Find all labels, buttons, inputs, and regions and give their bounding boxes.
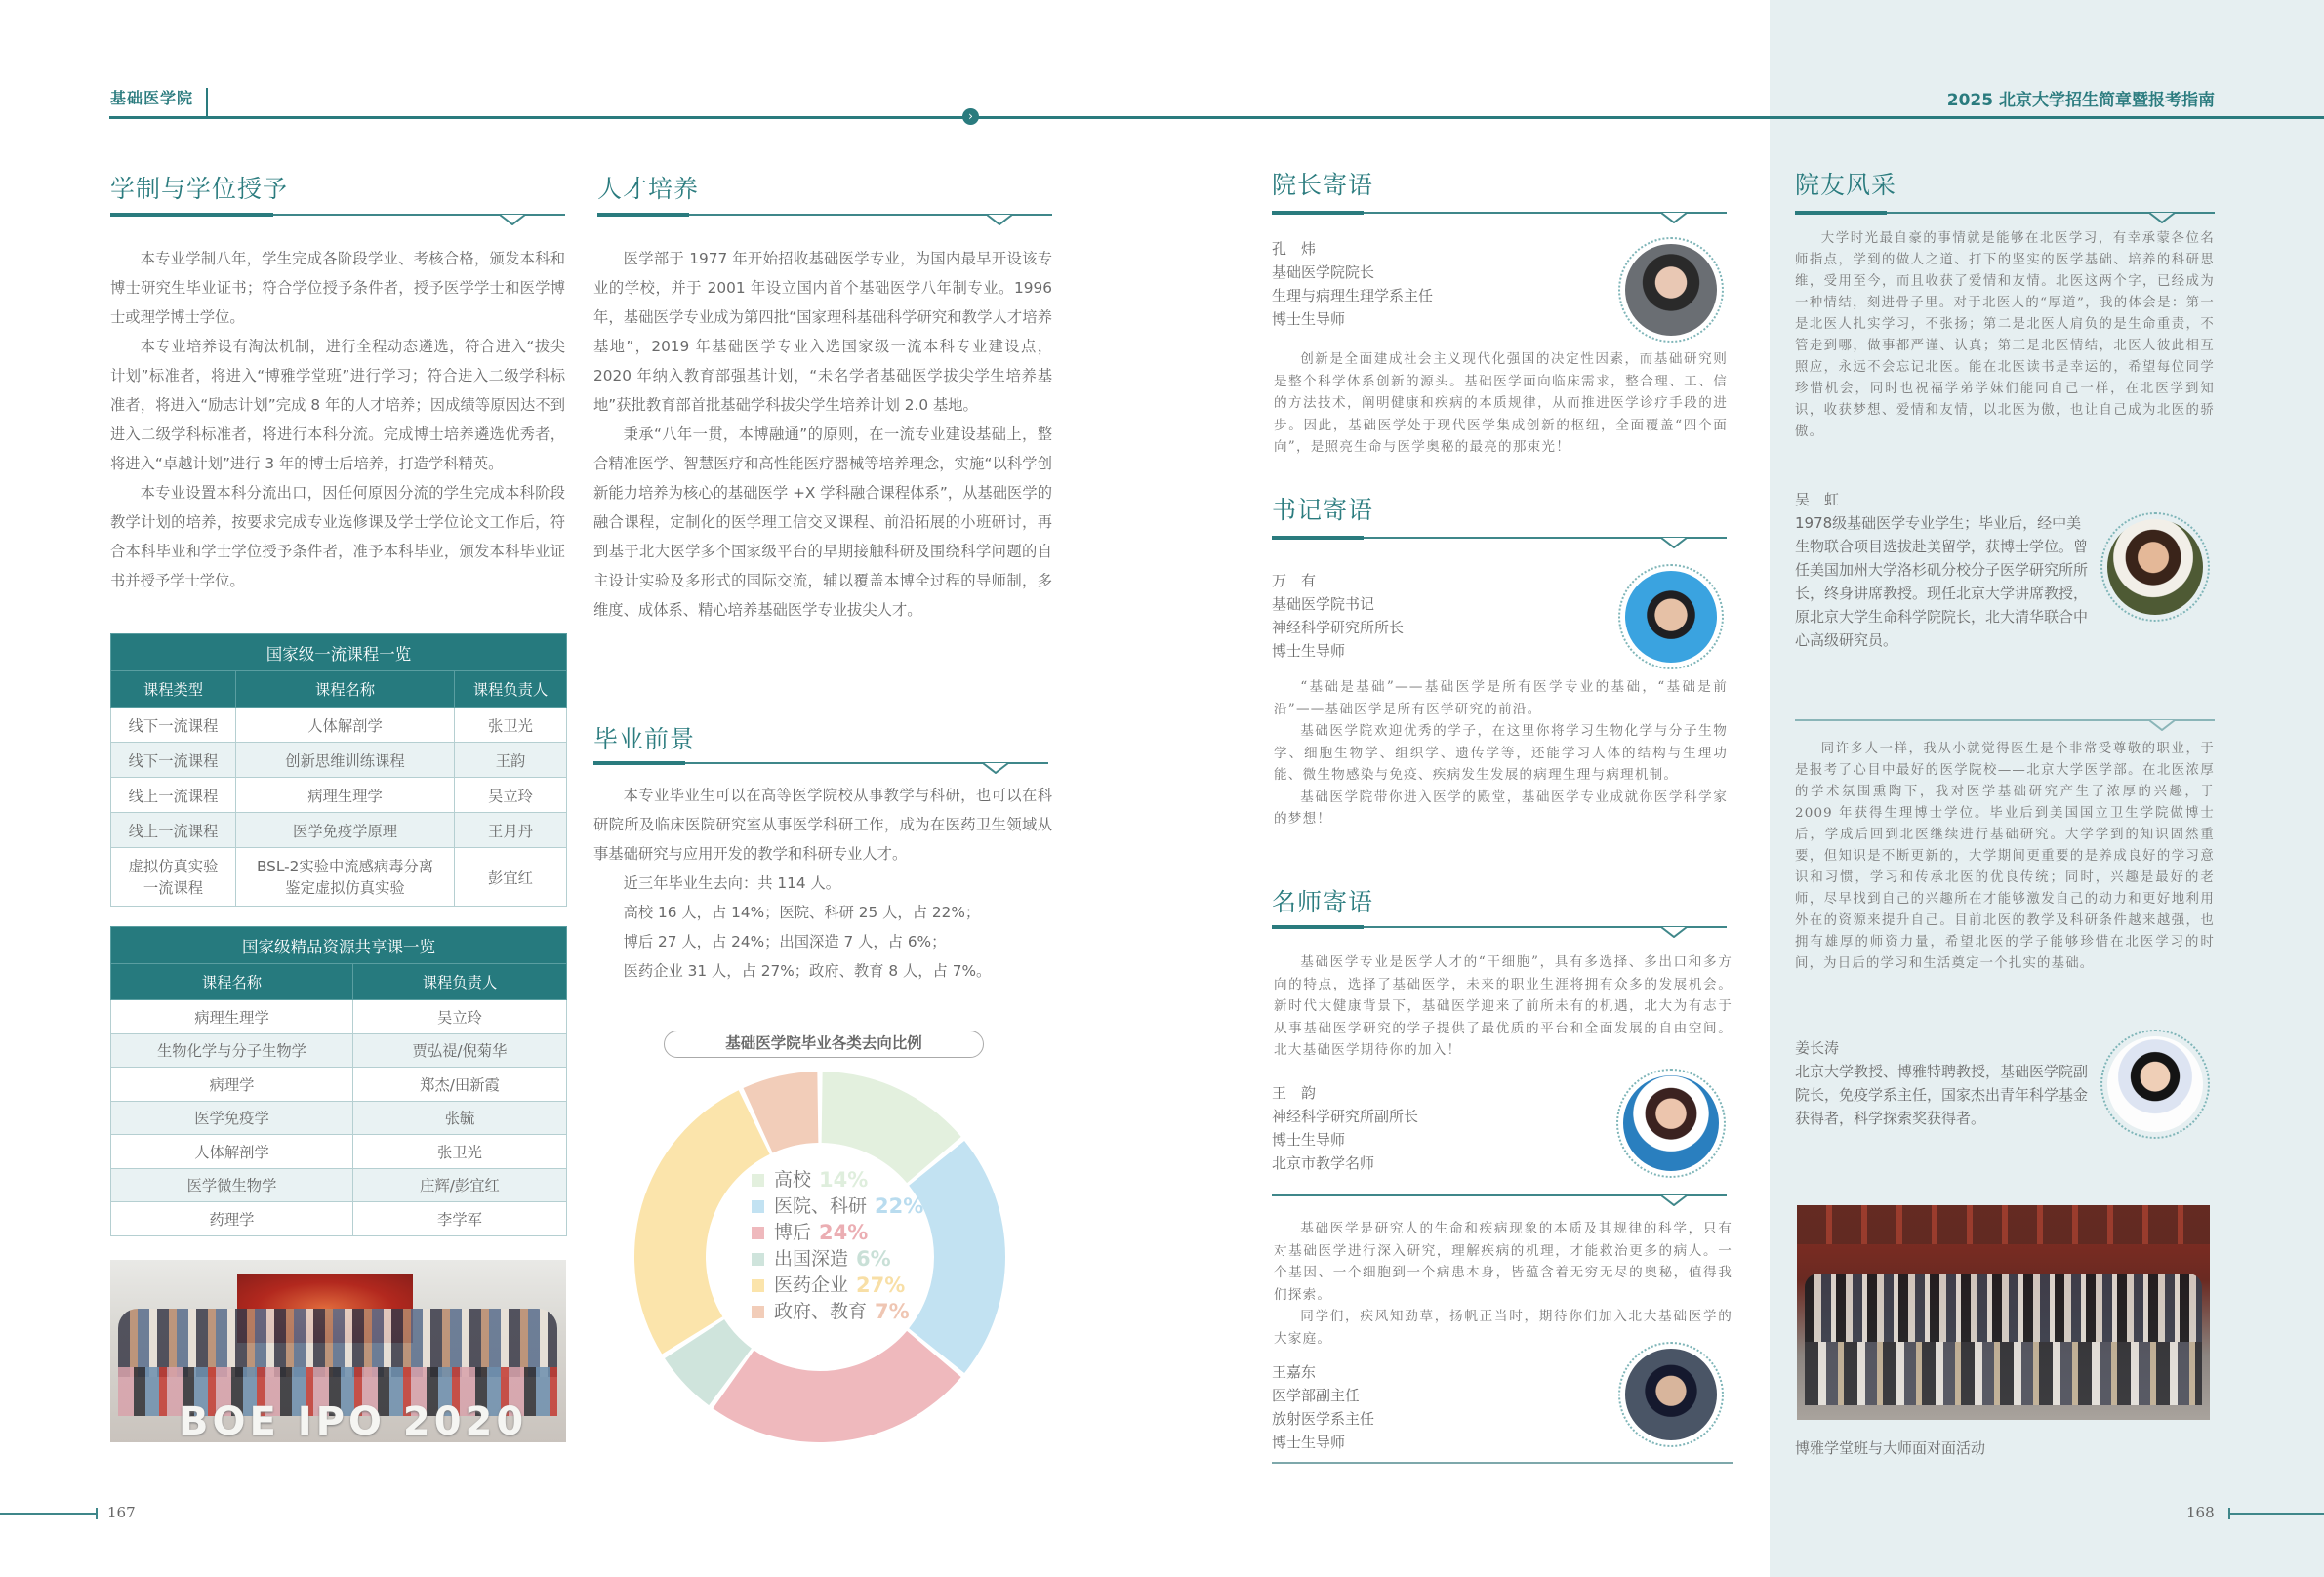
first-class-courses-table bbox=[110, 633, 567, 907]
legend-percent: 6% bbox=[856, 1247, 891, 1271]
teacher-message: 基础医学是研究人的生命和疾病现象的本质及其规律的科学，只有对基础医学进行深入研究，理解疾病的机理，才能救治更多的病人。一个基因、一个细胞到一个病患本身，皆蕴含着无穷无尽的奥秘，值得我们探索。 同学们，疾风知劲草，扬帆正当时，期待你们加入北大基础医学的大家庭。 bbox=[1274, 1221, 1733, 1347]
person-role: 北京市教学名师 bbox=[1272, 1154, 1375, 1172]
prospects-line: 近三年毕业生去向：共 114 人。 bbox=[623, 874, 841, 892]
column-header: 课程负责人 bbox=[353, 964, 567, 1000]
legend-swatch bbox=[752, 1306, 764, 1318]
avatar bbox=[1616, 1069, 1726, 1178]
talent-paragraph: 医学部于 1977 年开始招收基础医学专业，为国内最早开设该专业的学校，并于 2001 年设立国内首个基础医学八年制专业。1996 年，基础医学专业成为第四批“国家理科基础科学研究和教学人才培养基地”，2019 年基础医学专业入选国家级一流本科专业建设点，2020 年纳入教育部强基计划，“未名学者基础医学拔尖学生培养基地”获批教育部首批基础学科拔尖学生培养计划 2.0 基地。 bbox=[593, 250, 1052, 414]
table-row: 线上一流课程 医学免疫学原理 王月丹 bbox=[111, 813, 567, 848]
chart-title: 基础医学院毕业各类去向比例 bbox=[664, 1031, 984, 1058]
section-rule bbox=[1272, 533, 1727, 548]
avatar bbox=[1618, 1342, 1724, 1447]
footer-tick-left bbox=[96, 1508, 98, 1519]
publication-title: 2025 北京大学招生简章暨报考指南 bbox=[1946, 91, 2215, 110]
prospects-line: 医药企业 31 人，占 27%；政府、教育 8 人，占 7%。 bbox=[623, 962, 992, 980]
legend-label: 政府、教育 bbox=[774, 1301, 868, 1322]
avatar bbox=[1618, 237, 1724, 343]
legend-label: 医院、科研 bbox=[774, 1195, 868, 1217]
table-row: 线下一流课程 创新思维训练课程 王韵 bbox=[111, 743, 567, 778]
talent-paragraph: 秉承“八年一贯，本博融通”的原则，在一流专业建设基础上，整合精准医学、智慧医疗和高性能医疗器械等培养理念，实施“以科学创新能力培养为核心的基础医学 +X 学科融合课程体系”，从基础医学的融合课程，定制化的医学理工信交叉课程、前沿拓展的小班研讨，再到基于北大医学多个国家级平台的早期接触科研及围绕科学问题的自主设计实验及多形式的国际交流，辅以覆盖本博全过程的导师制，多维度、成体系、精心培养基础医学专业拔尖人才。 bbox=[593, 425, 1052, 619]
legend-item bbox=[752, 1193, 923, 1220]
section-title-prospects: 毕业前景 bbox=[593, 725, 696, 753]
table-title: 国家级精品资源共享课一览 bbox=[111, 927, 567, 964]
footer-rule-right bbox=[2228, 1513, 2324, 1515]
person-role: 博士生导师 bbox=[1272, 642, 1346, 660]
legend-item bbox=[752, 1167, 923, 1193]
person-role: 基础医学院院长 bbox=[1272, 263, 1375, 281]
section-rule bbox=[597, 210, 1052, 225]
column-header: 课程名称 bbox=[236, 671, 455, 708]
person-role: 医学部副主任 bbox=[1272, 1387, 1361, 1404]
person-role: 神经科学研究所副所长 bbox=[1272, 1108, 1419, 1125]
table-row: 人体解剖学 张卫光 bbox=[111, 1135, 567, 1169]
person-name: 王嘉东 bbox=[1272, 1363, 1317, 1381]
section-rule bbox=[1272, 1191, 1727, 1206]
person-role: 博士生导师 bbox=[1272, 1434, 1346, 1451]
section-title-degree: 学制与学位授予 bbox=[110, 175, 289, 203]
chevron-down-icon bbox=[1661, 533, 1689, 548]
legend-swatch bbox=[752, 1200, 764, 1213]
group-photo-exhibition bbox=[110, 1260, 566, 1442]
table-row: 线下一流课程 人体解剖学 张卫光 bbox=[111, 708, 567, 743]
person-role: 基础医学院书记 bbox=[1272, 595, 1375, 613]
table-row: 线上一流课程 病理生理学 吴立玲 bbox=[111, 778, 567, 813]
teacher-message: 基础医学专业是医学人才的“干细胞”，具有多选择、多出口和多方向的特点，选择了基础医学，未来的职业生涯将拥有众多的发展机会。新时代大健康背景下，基础医学迎来了前所未有的机遇，北大为有志于从事基础医学研究的学子提供了最优质的平台和全面发展的自由空间。北大基础医学期待你的加入！ bbox=[1274, 954, 1733, 1058]
donut-slice bbox=[634, 1090, 770, 1354]
column-header: 课程负责人 bbox=[455, 671, 567, 708]
person-bio: 1978级基础医学专业学生；毕业后，经中美生物联合项目选拔赴美留学，获博士学位。曾任美国加州大学洛杉矶分校分子医学研究所所长，终身讲席教授。现任北京大学讲席教授，原北京大学生命科学院院长，北大清华联合中心高级研究员。 bbox=[1795, 514, 2089, 649]
degree-paragraph: 本专业培养设有淘汰机制，进行全程动态遴选，符合进入“拔尖计划”标准者，将进入“博雅学堂班”进行学习；符合进入二级学科标准者，将进入“励志计划”完成 8 年的人才培养；因成绩等原因达不到进入二级学科标准者，将进行本科分流。完成博士培养遴选优秀者，将进入“卓越计划”进行 3 年的博士后培养，打造学科精英。 bbox=[110, 338, 565, 472]
prospects-intro: 本专业毕业生可以在高等医学院校从事教学与科研，也可以在科研院所及临床医院研究室从事医学科研工作，成为在医药卫生领域从事基础研究与应用开发的教学和科研专业人才。 bbox=[593, 787, 1052, 863]
section-divider bbox=[1272, 1462, 1733, 1464]
section-title-secretary: 书记寄语 bbox=[1272, 496, 1374, 524]
alumni-info bbox=[1795, 488, 2088, 652]
table-row: 病理学 郑杰/田新霞 bbox=[111, 1068, 567, 1102]
teacher-info bbox=[1272, 1081, 1418, 1175]
degree-paragraph: 本专业设置本科分流出口，因任何原因分流的学生完成本科阶段教学计划的培养，按要求完成专业选修课及学士学位论文工作后，符合本科毕业和学士学位授予条件者，准予本科毕业，颁发本科毕业证书并授予学士学位。 bbox=[110, 484, 565, 589]
legend-item bbox=[752, 1299, 923, 1325]
legend-label: 博后 bbox=[774, 1222, 812, 1243]
table-row: 药理学 李学军 bbox=[111, 1202, 567, 1236]
person-name: 姜长涛 bbox=[1795, 1039, 1840, 1057]
table-title: 国家级一流课程一览 bbox=[111, 634, 567, 671]
header-rule bbox=[109, 116, 2324, 119]
table-row: 医学微生物学 庄辉/彭宜红 bbox=[111, 1168, 567, 1202]
section-rule bbox=[1272, 208, 1727, 223]
person-role: 博士生导师 bbox=[1272, 1131, 1346, 1149]
person-name: 吴 虹 bbox=[1795, 491, 1840, 508]
legend-item bbox=[752, 1220, 923, 1246]
person-name: 万 有 bbox=[1272, 572, 1317, 589]
chart-legend bbox=[752, 1167, 923, 1325]
section-title-alumni: 院友风采 bbox=[1795, 171, 1897, 199]
header-divider bbox=[206, 88, 208, 117]
person-bio: 北京大学教授、博雅特聘教授，基础医学院副院长，免疫学系主任，国家杰出青年科学基金获得者，科学探索奖获得者。 bbox=[1795, 1063, 2089, 1127]
chevron-down-icon bbox=[983, 758, 1010, 774]
prospects-line: 高校 16 人，占 14%；医院、科研 25 人，占 22%； bbox=[623, 904, 981, 921]
section-title-dean: 院长寄语 bbox=[1272, 171, 1374, 199]
person-role: 博士生导师 bbox=[1272, 310, 1346, 328]
person-role: 神经科学研究所所长 bbox=[1272, 619, 1405, 636]
dean-info bbox=[1272, 237, 1433, 331]
resource-courses-table bbox=[110, 926, 567, 1236]
person-name: 孔 炜 bbox=[1272, 240, 1317, 258]
teacher-info bbox=[1272, 1360, 1374, 1454]
person-name: 王 韵 bbox=[1272, 1084, 1317, 1102]
section-rule bbox=[1795, 208, 2215, 223]
group-photo-alumni bbox=[1797, 1205, 2210, 1420]
prospects-line: 博后 27 人，占 24%；出国深造 7 人，占 6%； bbox=[623, 933, 947, 950]
section-rule bbox=[1795, 715, 2215, 731]
legend-label: 高校 bbox=[774, 1169, 812, 1191]
talent-text bbox=[593, 244, 1052, 625]
section-rule bbox=[593, 758, 1048, 774]
chevron-down-icon bbox=[987, 210, 1014, 225]
legend-item bbox=[752, 1246, 923, 1273]
person-role: 放射医学系主任 bbox=[1272, 1410, 1375, 1428]
legend-swatch bbox=[752, 1253, 764, 1266]
alumni-message: 大学时光最自豪的事情就是能够在北医学习，有幸承蒙各位名师指点，学到的做人之道、打下的坚实的医学基础、培养的科研思维，受用至今，而且收获了爱情和友情。北医这两个字，已经成为一种情结，刻进骨子里。对于北医人的“厚道”，我的体会是：第一是北医人扎实学习，不张扬；第二是北医人肩负的是生命重责，不管走到哪，做事都严谨、认真；第三是北医情结，北医人彼此相互照应，永远不会忘记北医。能在北医读书是幸运的，希望每位同学珍惜机会，同时也祝福学弟学妹们能同自己一样，在北医学到知识，收获梦想、爱情和友情，以北医为傲，也让自己成为北医的骄傲。 bbox=[1795, 231, 2215, 439]
legend-percent: 7% bbox=[875, 1300, 910, 1323]
column-header: 课程类型 bbox=[111, 671, 236, 708]
secretary-message: “基础是基础”——基础医学是所有医学专业的基础，“基础是前沿”——基础医学是所有医学研究的前沿。 基础医学院欢迎优秀的学子，在这里你将学习生物化学与分子生物学、细胞生物学、组织学、遗传学等，还能学习人体的结构与生理功能、微生物感染与免疫、疾病发生发展的病理生理与病理机制。 基础医学院带你进入医学的殿堂，基础医学专业成就你医学科学家的梦想！ bbox=[1274, 679, 1728, 827]
section-rule bbox=[1272, 922, 1727, 938]
college-name: 基础医学院 bbox=[110, 89, 194, 107]
legend-swatch bbox=[752, 1227, 764, 1239]
table-row: 病理生理学 吴立玲 bbox=[111, 1000, 567, 1034]
legend-percent: 27% bbox=[856, 1274, 906, 1297]
page-number-right: 168 bbox=[2186, 1504, 2215, 1521]
section-rule bbox=[110, 210, 565, 225]
section-title-talent: 人才培养 bbox=[597, 175, 700, 203]
chevron-down-icon bbox=[2149, 208, 2177, 223]
table-row: 虚拟仿真实验一流课程 BSL-2实验中流感病毒分离鉴定虚拟仿真实验 彭宜红 bbox=[111, 848, 567, 907]
chevron-down-icon bbox=[1661, 1191, 1689, 1206]
dean-message: 创新是全面建成社会主义现代化强国的决定性因素，而基础研究则是整个科学体系创新的源头。基础医学面向临床需求，整合理、工、信的方法技术，阐明健康和疾病的本质规律，从而推进医学诊疗手段的进步。因此，基础医学处于现代医学集成创新的枢纽，全面覆盖“四个面向”，是照亮生命与医学奥秘的最亮的那束光！ bbox=[1274, 351, 1728, 455]
footer-rule-left bbox=[0, 1513, 96, 1515]
photo-sign-text: BOE IPO 2020 bbox=[179, 1399, 528, 1442]
avatar bbox=[1618, 564, 1724, 669]
legend-label: 出国深造 bbox=[774, 1248, 849, 1270]
secretary-info bbox=[1272, 569, 1404, 663]
avatar bbox=[2100, 1030, 2210, 1139]
person-role: 生理与病理生理学系主任 bbox=[1272, 287, 1434, 304]
legend-swatch bbox=[752, 1174, 764, 1187]
chevron-down-icon bbox=[1661, 208, 1689, 223]
chevron-right-icon[interactable]: › bbox=[962, 108, 979, 125]
chevron-down-icon bbox=[500, 210, 527, 225]
alumni-message: 同许多人一样，我从小就觉得医生是个非常受尊敬的职业，于是报考了心目中最好的医学院校——北京大学医学部。在北医浓厚的学术氛围熏陶下，我对医学基础研究产生了浓厚的兴趣，于 2009 年获得生理博士学位。毕业后到美国国立卫生学院做博士后，学成后回到北医继续进行基础研究。大学学到的知识固然重要，但知识是不断更新的，大学期间更重要的是养成良好的学习意识和习惯，学习和传承北医的优良传统；同时，兴趣是最好的老师，尽早找到自己的兴趣所在才能够激发自己的动力和更好地利用外在的资源来提升自己。目前北医的教学及科研条件越来越强，也拥有雄厚的师资力量，希望北医的学子能够珍惜在北医学习的时间，为日后的学习和生活奠定一个扎实的基础。 bbox=[1795, 742, 2215, 971]
legend-item bbox=[752, 1273, 923, 1299]
avatar bbox=[2100, 512, 2210, 622]
photo-caption: 博雅学堂班与大师面对面活动 bbox=[1795, 1439, 1986, 1457]
legend-label: 医药企业 bbox=[774, 1274, 849, 1296]
column-header: 课程名称 bbox=[111, 964, 353, 1000]
alumni-info bbox=[1795, 1036, 2088, 1130]
chevron-down-icon bbox=[1661, 922, 1689, 938]
legend-percent: 24% bbox=[819, 1221, 869, 1244]
chevron-down-icon bbox=[2149, 715, 2177, 731]
table-row: 生物化学与分子生物学 贾弘禔/倪菊华 bbox=[111, 1033, 567, 1068]
section-title-teachers: 名师寄语 bbox=[1272, 888, 1374, 916]
degree-paragraph: 本专业学制八年，学生完成各阶段学业、考核合格，颁发本科和博士研究生毕业证书；符合学位授予条件者，授予医学学士和医学博士或理学博士学位。 bbox=[110, 250, 565, 326]
page-number-left: 167 bbox=[107, 1504, 136, 1521]
legend-percent: 22% bbox=[875, 1194, 924, 1218]
prospects-text bbox=[593, 781, 1052, 986]
legend-percent: 14% bbox=[819, 1168, 869, 1192]
legend-swatch bbox=[752, 1279, 764, 1292]
degree-text bbox=[110, 244, 565, 595]
table-row: 医学免疫学 张毓 bbox=[111, 1101, 567, 1135]
